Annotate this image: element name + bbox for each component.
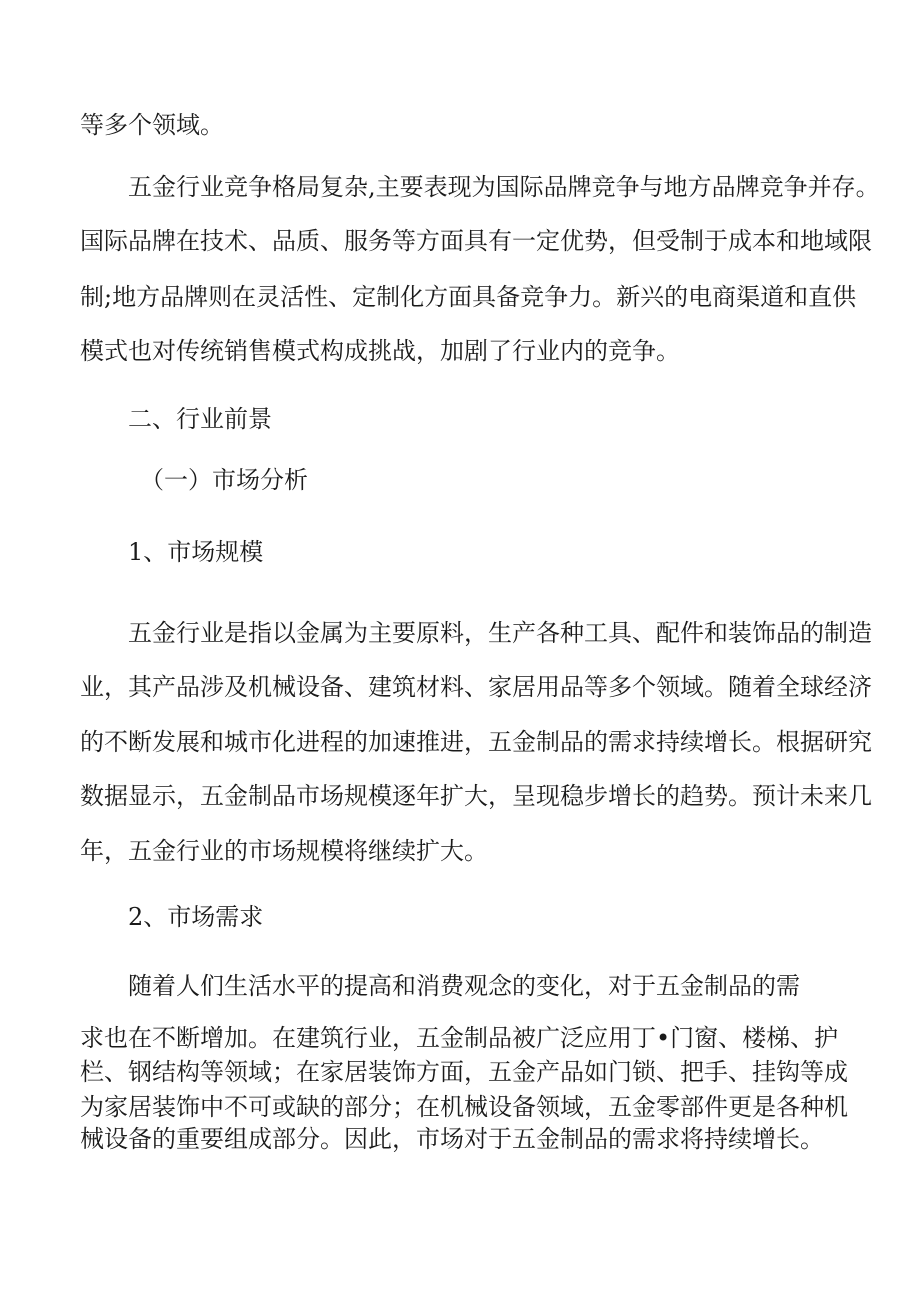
subsection-heading: （一）市场分析	[140, 466, 308, 494]
paragraph-text-line: 数据显示，五金制品市场规模逐年扩大，呈现稳步增长的趋势。预计未来几	[80, 782, 872, 810]
paragraph-text-line: 为家居装饰中不可或缺的部分；在机械设备领域，五金零部件更是各种机	[80, 1093, 848, 1121]
paragraph-text-line: 年，五金行业的市场规模将继续扩大。	[80, 837, 488, 865]
paragraph-text-line: 等多个领域。	[80, 111, 224, 139]
paragraph-text-line: 栏、钢结构等领域；在家居装饰方面，五金产品如门锁、把手、挂钩等成	[80, 1058, 848, 1086]
item-heading: 1、市场规模	[128, 538, 264, 566]
paragraph-text-line: 求也在不断增加。在建筑行业，五金制品被广泛应用丁•门窗、楼梯、护	[80, 1024, 839, 1052]
section-heading: 二、行业前景	[128, 405, 272, 433]
paragraph-text-line: 业，其产品涉及机械设备、建筑材料、家居用品等多个领域。随着全球经济	[80, 673, 872, 701]
paragraph-text-line: 模式也对传统销售模式构成挑战，加剧了行业内的竞争。	[80, 337, 680, 365]
paragraph-text-line: 械设备的重要组成部分。因此，市场对于五金制品的需求将持续增长。	[80, 1125, 824, 1153]
paragraph-text-line: 国际品牌在技术、品质、服务等方面具有一定优势，但受制于成本和地域限	[80, 227, 872, 255]
item-heading: 2、市场需求	[128, 903, 264, 931]
paragraph-text-line: 五金行业竞争格局复杂,主要表现为国际品牌竞争与地方品牌竞争并存。	[128, 173, 880, 201]
paragraph-text-line: 的不断发展和城市化进程的加速推进，五金制品的需求持续增长。根据研究	[80, 728, 872, 756]
paragraph-text-line: 随着人们生活水平的提高和消费观念的变化，对于五金制品的需	[128, 972, 800, 1000]
paragraph-text-line: 制;地方品牌则在灵活性、定制化方面具备竞争力。新兴的电商渠道和直供	[80, 283, 857, 311]
paragraph-text-line: 五金行业是指以金属为主要原料，生产各种工具、配件和装饰品的制造	[128, 619, 872, 647]
